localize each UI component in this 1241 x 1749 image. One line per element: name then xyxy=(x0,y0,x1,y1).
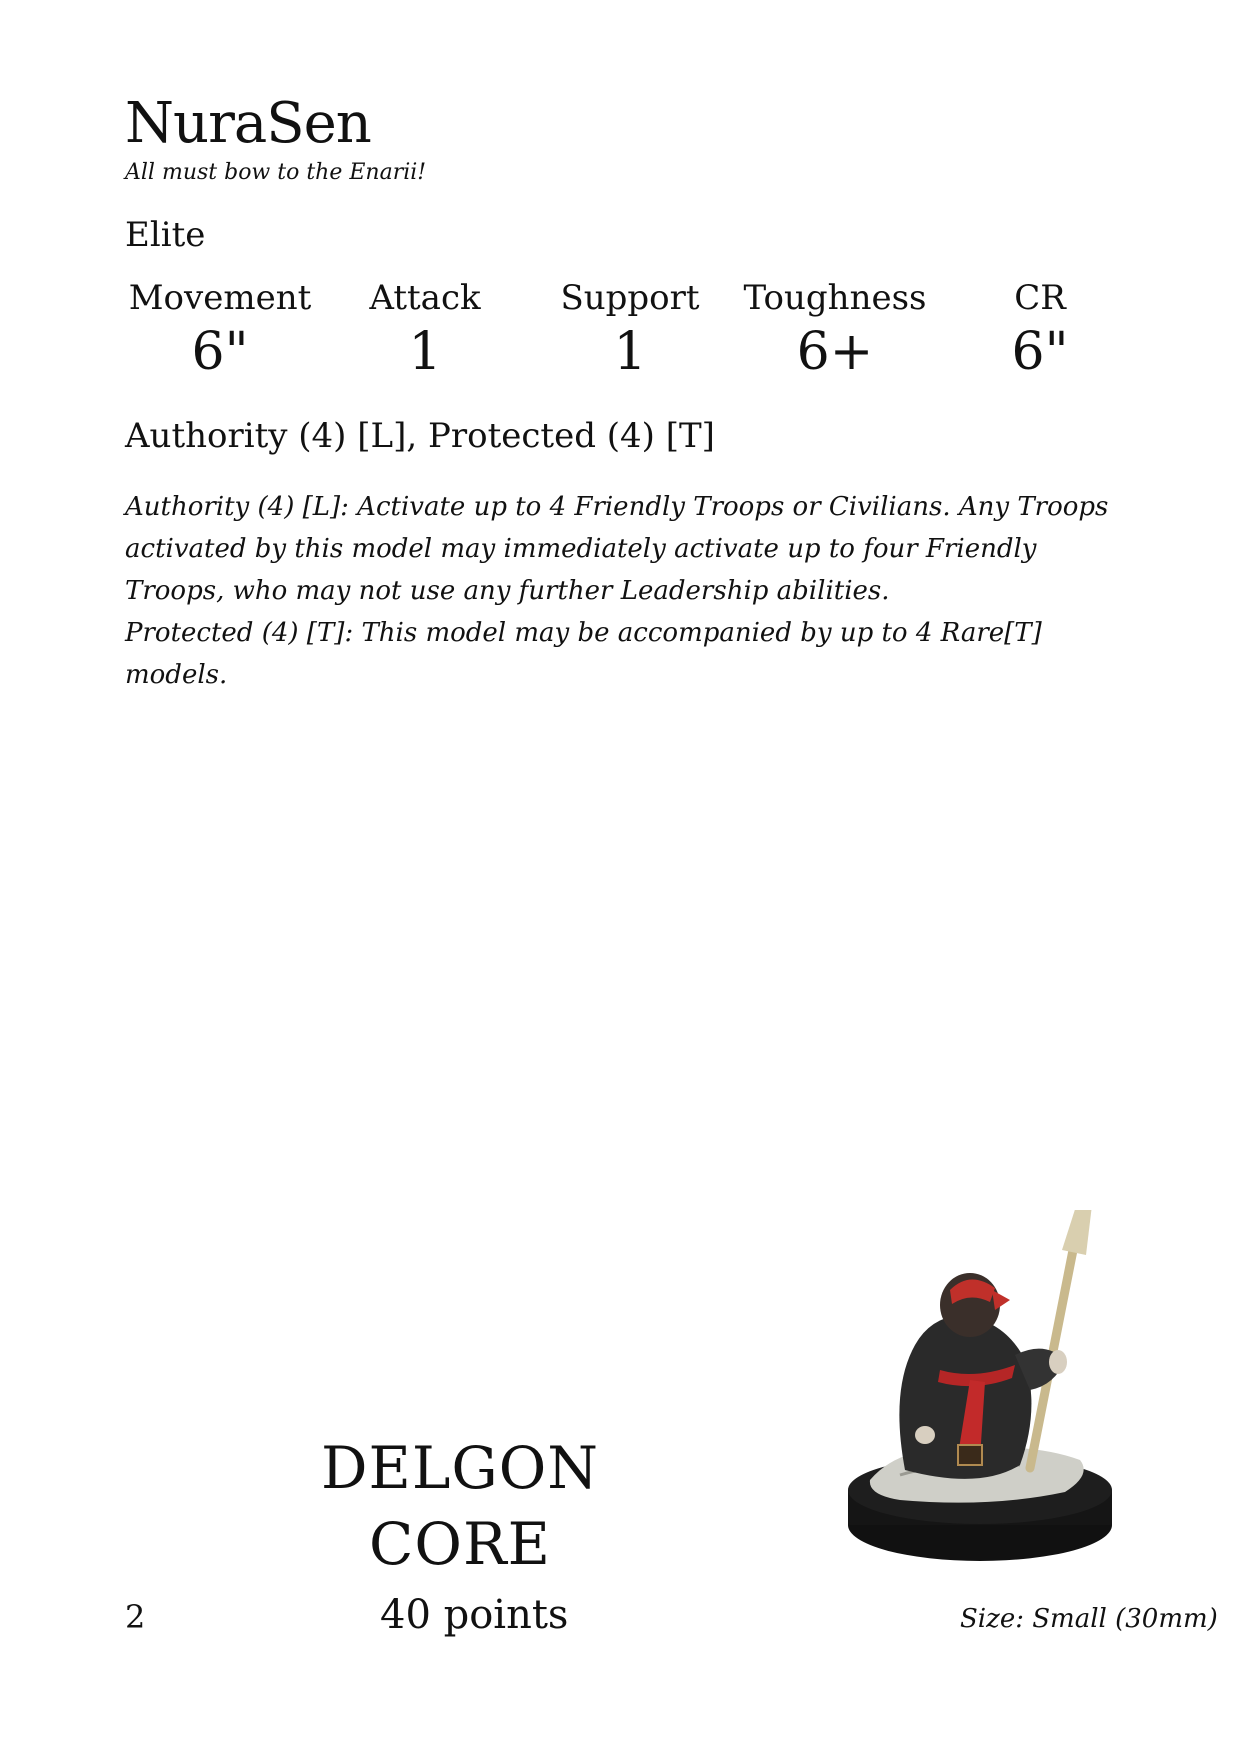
miniature-image xyxy=(830,1210,1140,1570)
stat-label: Attack xyxy=(369,278,481,318)
stat-label: CR xyxy=(1014,278,1066,318)
ability-authority-text: Authority (4) [L]: Activate up to 4 Friendly Troops or Civilians. Any Troops activated by this model may immediately activate up to four Friendly Troops, who may not use any further Leadership abilities. xyxy=(125,492,1109,606)
points-cost: 40 points xyxy=(380,1592,569,1638)
unit-rank: Elite xyxy=(125,215,206,255)
faction-name: DELGON xyxy=(321,1434,599,1502)
unit-name: NuraSen xyxy=(125,91,371,156)
stat-block xyxy=(125,278,1115,388)
stat-value: 6" xyxy=(1011,322,1069,382)
abilities-summary: Authority (4) [L], Protected (4) [T] xyxy=(125,416,715,456)
stat-support xyxy=(535,278,725,382)
stat-cr xyxy=(945,278,1135,382)
stat-label: Support xyxy=(560,278,700,318)
faction-category: CORE xyxy=(369,1510,551,1578)
unit-tagline: All must bow to the Enarii! xyxy=(125,160,427,185)
ability-descriptions xyxy=(125,486,1125,696)
ability-protected-text: Protected (4) [T]: This model may be accompanied by up to 4 Rare[T] models. xyxy=(125,618,1042,690)
faction-block xyxy=(280,1430,640,1582)
stat-toughness xyxy=(740,278,930,382)
stat-label: Movement xyxy=(128,278,312,318)
stat-value: 6+ xyxy=(796,322,874,382)
stat-label: Toughness xyxy=(743,278,927,318)
stat-value: 6" xyxy=(191,322,249,382)
stat-value: 1 xyxy=(408,322,442,382)
stat-movement xyxy=(125,278,315,382)
stat-value: 1 xyxy=(613,322,647,382)
stat-attack xyxy=(330,278,520,382)
page-number: 2 xyxy=(125,1598,146,1636)
model-size: Size: Small (30mm) xyxy=(960,1604,1218,1634)
